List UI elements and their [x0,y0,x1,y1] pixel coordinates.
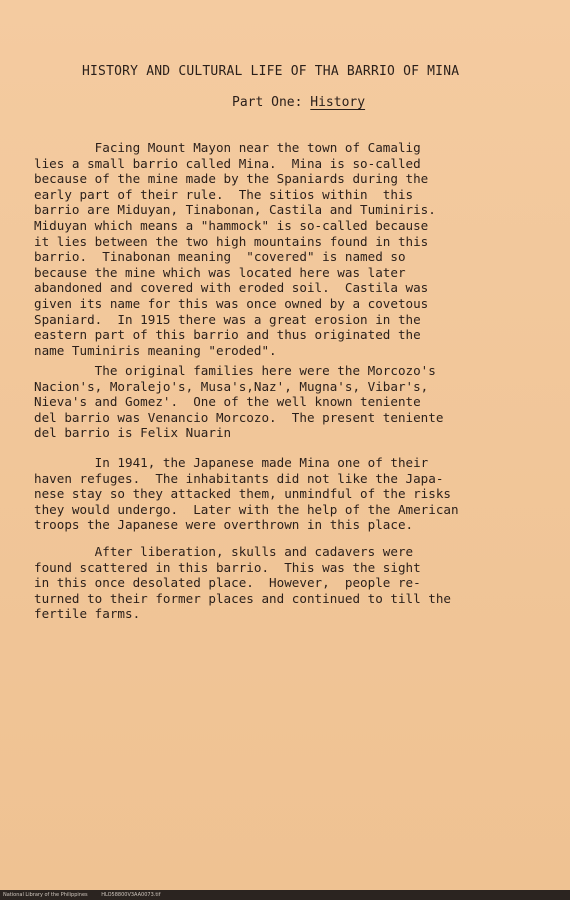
section-part-label: Part One: [232,95,311,110]
text-line: Nacion's, Moralejo's, Musa's,Naz', Mugna's, Vibar's, [34,378,429,394]
text-line: eastern part of this barrio and thus originated the [34,327,421,343]
text-line: barrio are Miduyan, Tinabonan, Castila and Tuminiris. [34,202,436,218]
text-line: fertile farms. [34,606,141,622]
text-line: haven refuges. The inhabitants did not like the Japa- [34,470,444,486]
text-line: nese stay so they attacked them, unmindful of the risks [34,486,452,502]
text-line: The original families here were the Morcozo's [34,363,436,378]
text-line: early part of their rule. The sitios within this [34,186,414,202]
scan-footer-bar [0,890,570,900]
text-line: abandoned and covered with eroded soil. Castila was [34,280,429,296]
text-line: found scattered in this barrio. This was the sight [34,559,421,575]
text-line: because of the mine made by the Spaniards during the [34,171,429,187]
text-line: In 1941, the Japanese made Mina one of their [34,455,429,470]
text-line: in this once desolated place. However, people re- [34,575,421,591]
text-line: turned to their former places and continued to till the [34,590,452,606]
text-line: Miduyan which means a "hammock" is so-called because [34,217,429,233]
footer-file-id: HLO58800V3AA0073.tif [101,892,161,898]
paragraph-japanese-occupation [34,455,544,533]
text-line: del barrio was Venancio Morcozo. The present teniente [34,409,444,425]
section-part-title: History [310,95,366,110]
text-line: Spaniard. In 1915 there was a great erosion in the [34,311,421,327]
text-line: because the mine which was located here was later [34,264,406,280]
text-line: it lies between the two high mountains found in this [34,233,429,249]
paragraph-families [34,363,544,441]
text-line: troops the Japanese were overthrown in this place. [34,517,414,533]
text-line: barrio. Tinabonan meaning "covered" is named so [34,249,406,265]
text-line: name Tuminiris meaning "eroded". [34,342,277,358]
text-line: they would undergo. Later with the help of the American [34,501,459,517]
text-line: given its name for this was once owned by a covetous [34,295,429,311]
text-line: lies a small barrio called Mina. Mina is so-called [34,155,421,171]
section-heading [232,95,365,110]
footer-library-name: National Library of the Philippines [3,892,88,898]
paragraph-history [34,140,544,358]
text-line: After liberation, skulls and cadavers were [34,544,414,559]
paragraph-liberation [34,544,544,622]
text-line: Facing Mount Mayon near the town of Camalig [34,140,421,155]
text-line: Nieva's and Gomez'. One of the well known teniente [34,394,421,410]
document-title: HISTORY AND CULTURAL LIFE OF THA BARRIO OF MINA [82,64,460,79]
text-line: del barrio is Felix Nuarin [34,425,232,441]
